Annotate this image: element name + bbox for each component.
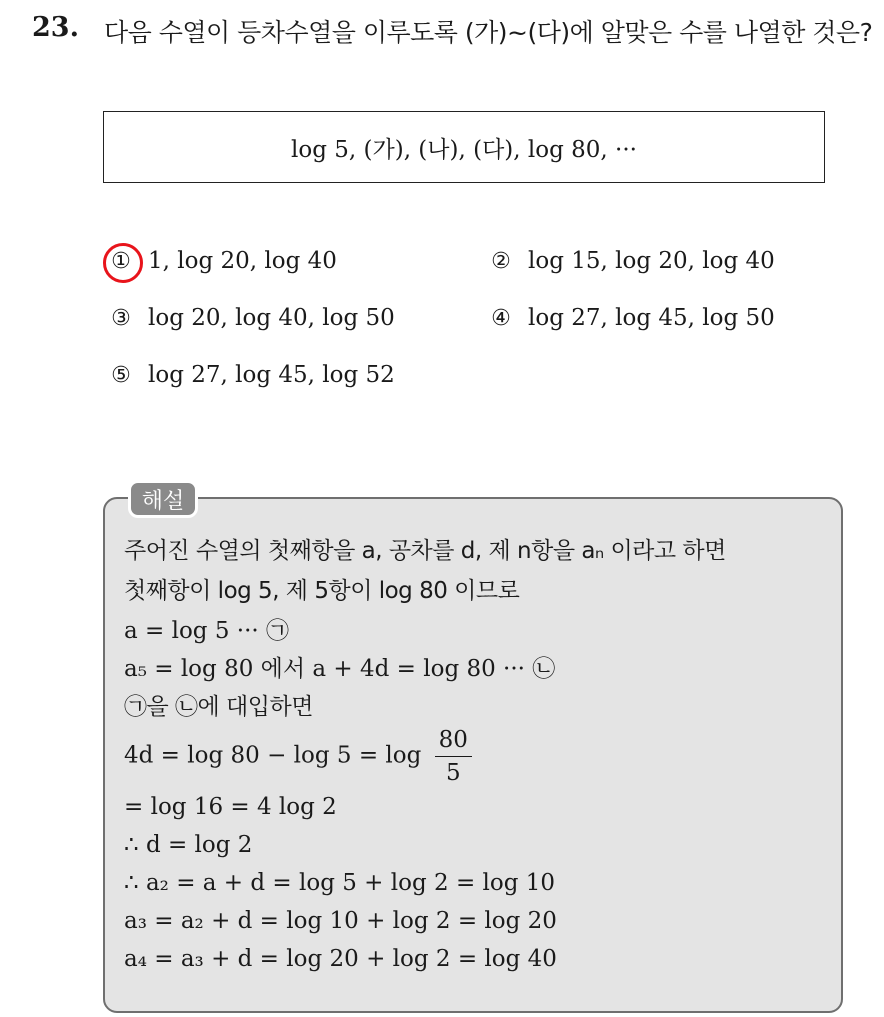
choice-1-text: 1, log 20, log 40 bbox=[148, 248, 337, 274]
choice-5-text: log 27, log 45, log 52 bbox=[148, 362, 395, 388]
solution-line-8: ∴ d = log 2 bbox=[124, 832, 253, 858]
fraction-denominator: 5 bbox=[445, 760, 461, 786]
choice-4-number: ④ bbox=[491, 305, 511, 331]
solution-line-9: ∴ a₂ = a + d = log 5 + log 2 = log 10 bbox=[124, 870, 556, 896]
choice-2-text: log 15, log 20, log 40 bbox=[528, 248, 775, 274]
solution-line-6 bbox=[124, 726, 472, 787]
fraction bbox=[435, 726, 472, 787]
choice-2[interactable] bbox=[486, 248, 775, 274]
solution-line-3: a = log 5 ··· ㉠ bbox=[124, 618, 290, 644]
choice-5-number: ⑤ bbox=[111, 362, 131, 388]
solution-line-11: a₄ = a₃ + d = log 20 + log 2 = log 40 bbox=[124, 946, 557, 972]
choice-5[interactable] bbox=[106, 362, 395, 388]
sequence-box bbox=[103, 111, 825, 183]
choice-3[interactable] bbox=[106, 305, 395, 331]
solution-line-6-text: 4d = log 80 − log 5 = log bbox=[124, 742, 422, 769]
choice-2-number: ② bbox=[491, 248, 511, 274]
question-number: 23. bbox=[32, 12, 79, 43]
sequence-text: log 5, (가), (나), (다), log 80, ··· bbox=[291, 136, 637, 163]
solution-line-7: = log 16 = 4 log 2 bbox=[124, 794, 337, 820]
solution-tag: 해설 bbox=[128, 480, 198, 518]
question-text: 다음 수열이 등차수열을 이루도록 (가)~(다)에 알맞은 수를 나열한 것은? bbox=[104, 18, 873, 47]
solution-line-1: 주어진 수열의 첫째항을 a, 공차를 d, 제 n항을 aₙ 이라고 하면 bbox=[124, 538, 726, 564]
choice-4[interactable] bbox=[486, 305, 775, 331]
choice-1-number: ① bbox=[111, 248, 131, 274]
choice-3-text: log 20, log 40, log 50 bbox=[148, 305, 395, 331]
choice-4-text: log 27, log 45, log 50 bbox=[528, 305, 775, 331]
choice-1[interactable] bbox=[106, 248, 337, 274]
solution-line-5: ㉠을 ㉡에 대입하면 bbox=[124, 694, 313, 720]
solution-line-2: 첫째항이 log 5, 제 5항이 log 80 이므로 bbox=[124, 578, 520, 604]
choice-3-number: ③ bbox=[111, 305, 131, 331]
fraction-numerator: 80 bbox=[435, 726, 472, 757]
solution-line-10: a₃ = a₂ + d = log 10 + log 2 = log 20 bbox=[124, 908, 557, 934]
solution-line-4: a₅ = log 80 에서 a + 4d = log 80 ··· ㉡ bbox=[124, 656, 556, 682]
